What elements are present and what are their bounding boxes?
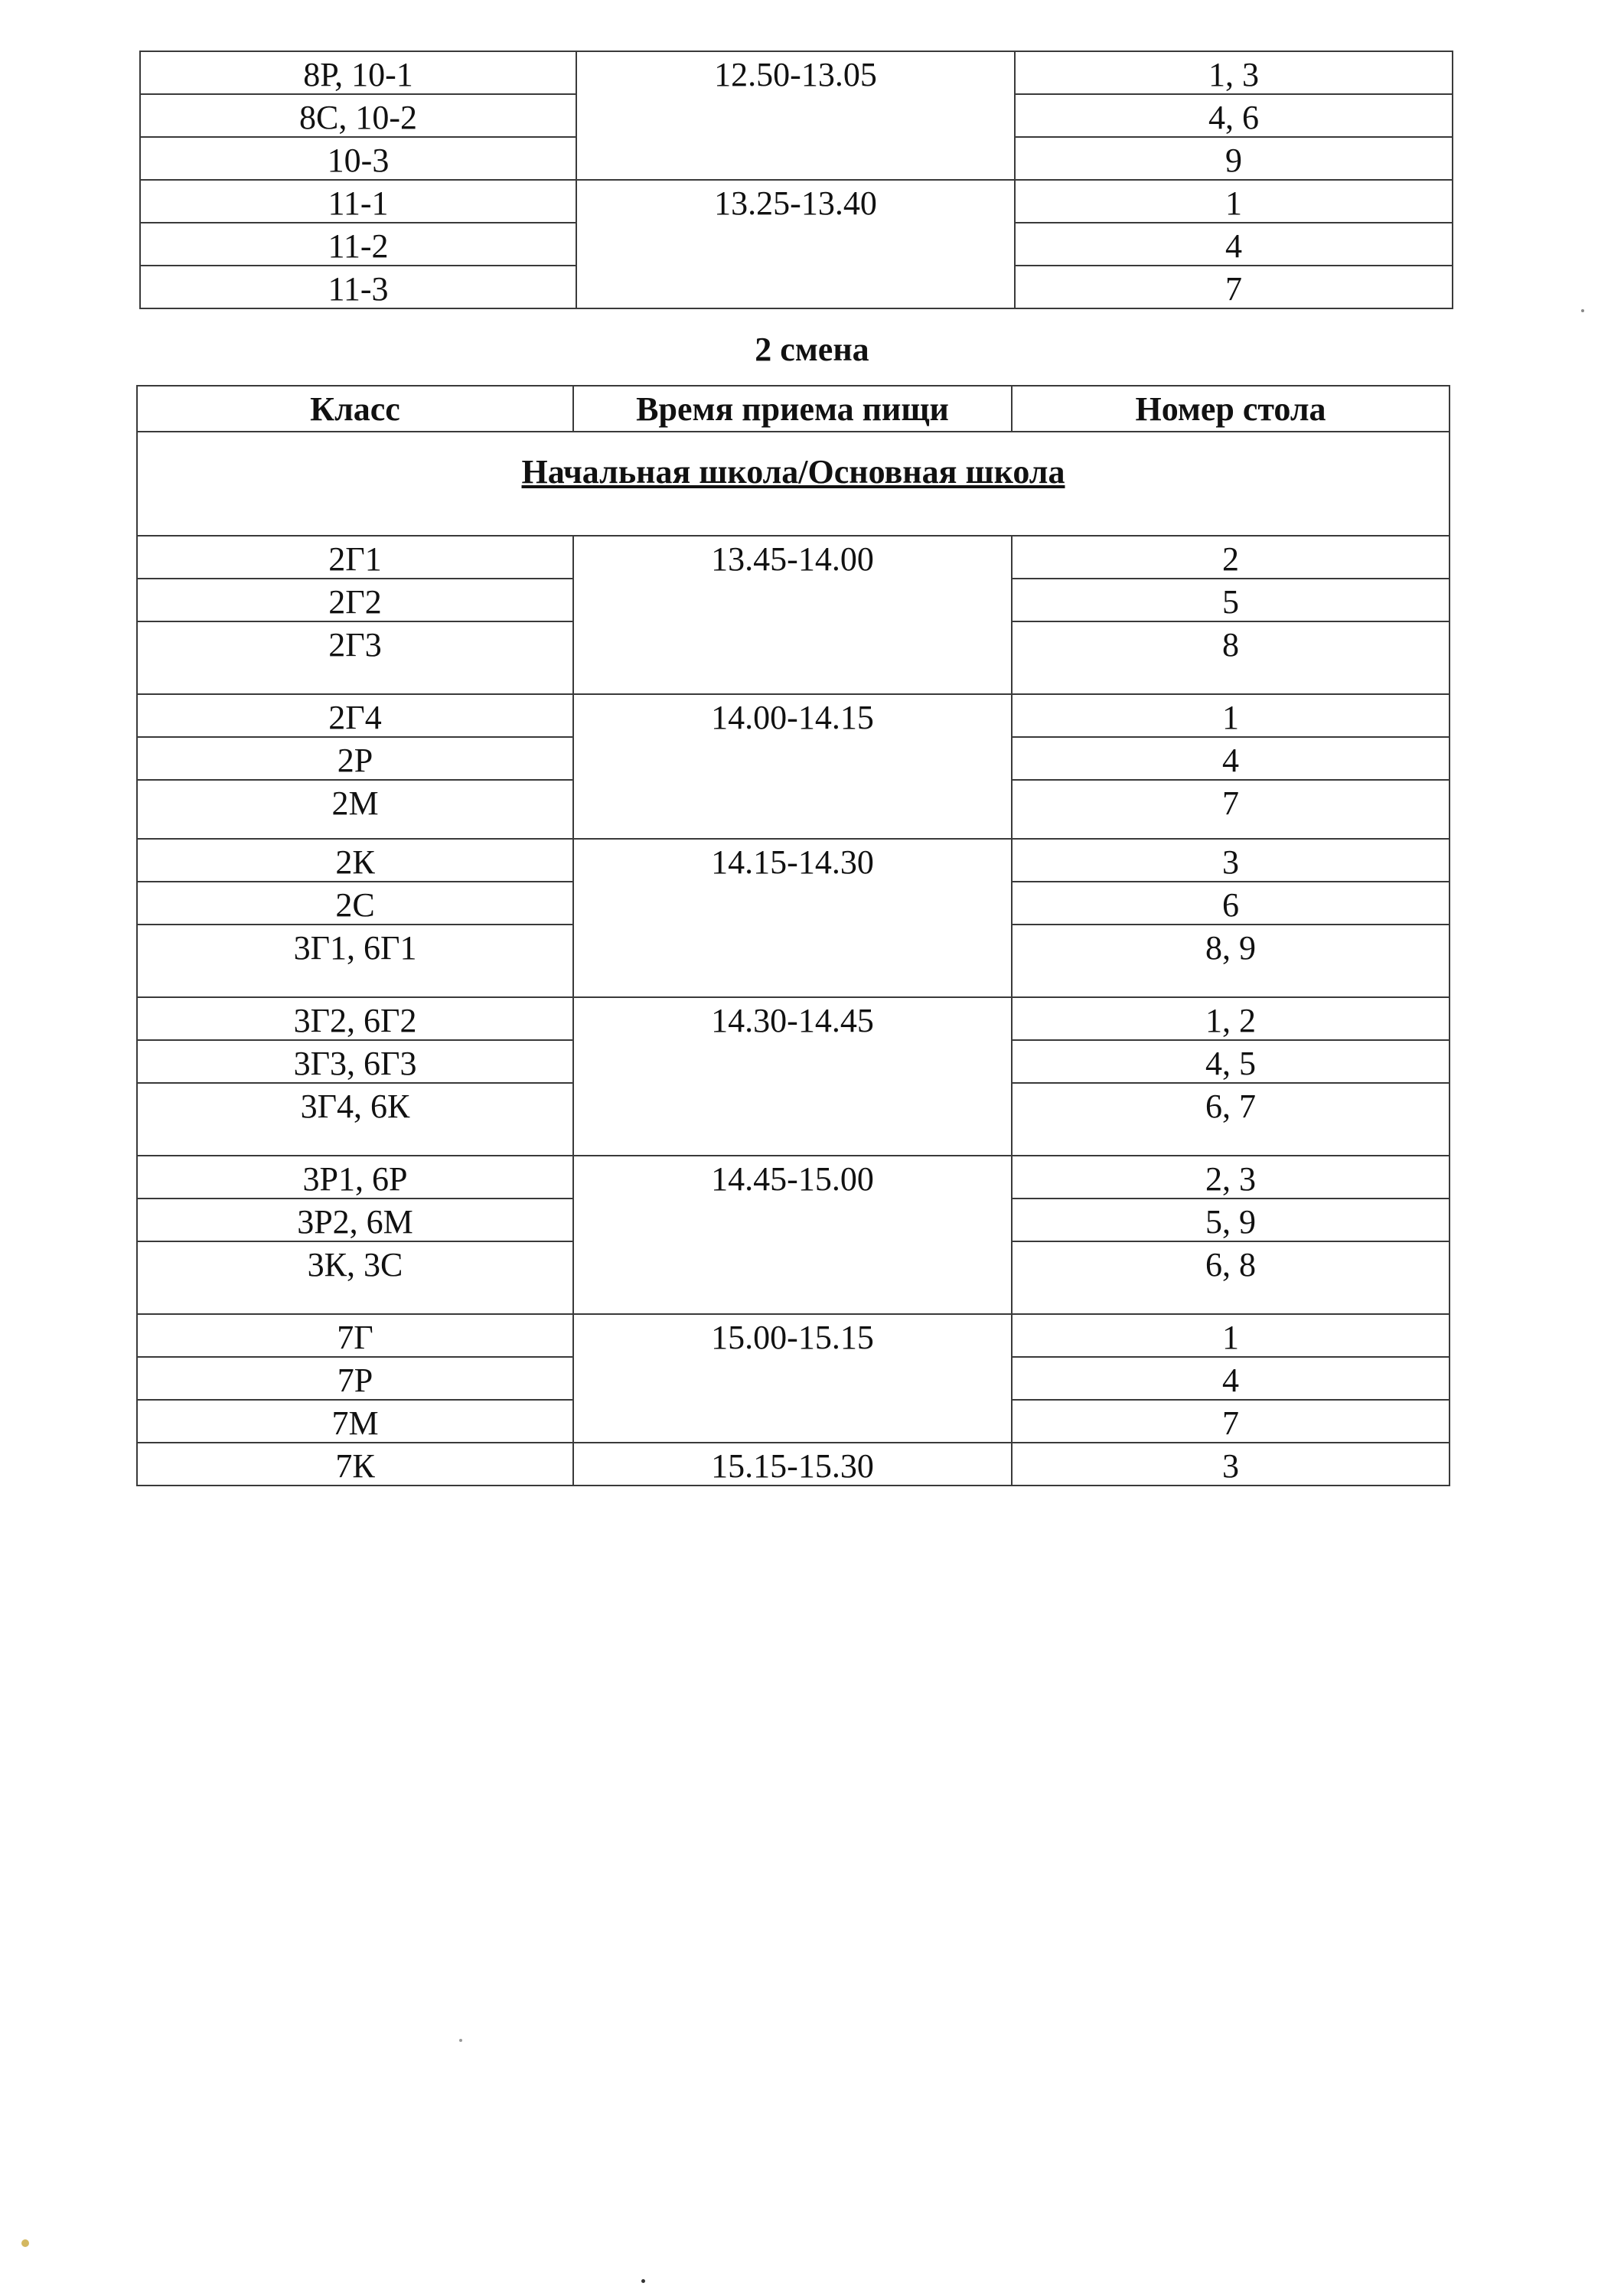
table-row bbox=[137, 1443, 1450, 1486]
class-cell: 10-3 bbox=[140, 137, 576, 180]
schedule-table-shift-2 bbox=[136, 385, 1450, 1486]
class-cell: 8С, 10-2 bbox=[140, 94, 576, 137]
table-number-cell: 4 bbox=[1012, 737, 1450, 780]
section-cell bbox=[137, 432, 1450, 536]
class-cell: 7М bbox=[137, 1400, 573, 1443]
table-row bbox=[137, 694, 1450, 737]
class-cell: 7Р bbox=[137, 1357, 573, 1400]
class-cell: 11-2 bbox=[140, 223, 576, 266]
table-number-cell: 1 bbox=[1012, 694, 1450, 737]
time-cell: 13.25-13.40 bbox=[576, 180, 1015, 308]
time-cell: 15.00-15.15 bbox=[573, 1314, 1012, 1443]
table-number-cell: 5 bbox=[1012, 579, 1450, 621]
class-cell: 2Г4 bbox=[137, 694, 573, 737]
class-cell: 2Г3 bbox=[137, 621, 573, 694]
class-cell: 3Р2, 6М bbox=[137, 1199, 573, 1241]
table-number-cell: 8, 9 bbox=[1012, 925, 1450, 997]
header-table-number: Номер стола bbox=[1012, 386, 1450, 432]
class-cell: 7Г bbox=[137, 1314, 573, 1357]
shift-title: 2 смена bbox=[755, 331, 869, 368]
time-cell: 15.15-15.30 bbox=[573, 1443, 1012, 1486]
table-number-cell: 6, 8 bbox=[1012, 1241, 1450, 1314]
table-row bbox=[137, 997, 1450, 1040]
table-number-cell: 9 bbox=[1015, 137, 1453, 180]
table-number-cell: 1 bbox=[1015, 180, 1453, 223]
time-cell: 14.00-14.15 bbox=[573, 694, 1012, 839]
time-cell: 14.30-14.45 bbox=[573, 997, 1012, 1156]
class-cell: 7К bbox=[137, 1443, 573, 1486]
class-cell: 11-1 bbox=[140, 180, 576, 223]
scan-speck bbox=[641, 2279, 645, 2283]
class-cell: 3Г3, 6Г3 bbox=[137, 1040, 573, 1083]
table-number-cell: 2 bbox=[1012, 536, 1450, 579]
class-cell: 3Р1, 6Р bbox=[137, 1156, 573, 1199]
time-cell: 14.15-14.30 bbox=[573, 839, 1012, 997]
table-number-cell: 6, 7 bbox=[1012, 1083, 1450, 1156]
table-number-cell: 1, 3 bbox=[1015, 51, 1453, 94]
class-cell: 2Г1 bbox=[137, 536, 573, 579]
class-cell: 3Г1, 6Г1 bbox=[137, 925, 573, 997]
section-row bbox=[137, 432, 1450, 536]
table-number-cell: 8 bbox=[1012, 621, 1450, 694]
header-class: Класс bbox=[137, 386, 573, 432]
table-number-cell: 3 bbox=[1012, 839, 1450, 882]
class-cell: 3Г4, 6К bbox=[137, 1083, 573, 1156]
table-row bbox=[140, 51, 1453, 94]
scan-speck bbox=[21, 2239, 29, 2247]
class-cell: 2Г2 bbox=[137, 579, 573, 621]
table-number-cell: 2, 3 bbox=[1012, 1156, 1450, 1199]
scan-speck bbox=[1581, 309, 1584, 312]
table-number-cell: 1, 2 bbox=[1012, 997, 1450, 1040]
time-cell: 14.45-15.00 bbox=[573, 1156, 1012, 1314]
time-cell: 12.50-13.05 bbox=[576, 51, 1015, 180]
section-title: Начальная школа/Основная школа bbox=[521, 453, 1065, 491]
class-cell: 2Р bbox=[137, 737, 573, 780]
class-cell: 2К bbox=[137, 839, 573, 882]
class-cell: 3К, 3С bbox=[137, 1241, 573, 1314]
table-number-cell: 5, 9 bbox=[1012, 1199, 1450, 1241]
schedule-table-shift-1-continued bbox=[139, 51, 1453, 309]
class-cell: 2М bbox=[137, 780, 573, 839]
table-number-cell: 4, 6 bbox=[1015, 94, 1453, 137]
table-number-cell: 3 bbox=[1012, 1443, 1450, 1486]
class-cell: 11-3 bbox=[140, 266, 576, 308]
time-cell: 13.45-14.00 bbox=[573, 536, 1012, 694]
table-number-cell: 6 bbox=[1012, 882, 1450, 925]
table-row bbox=[137, 1156, 1450, 1199]
header-time: Время приема пищи bbox=[573, 386, 1012, 432]
class-cell: 2С bbox=[137, 882, 573, 925]
table-row bbox=[137, 1314, 1450, 1357]
table-number-cell: 7 bbox=[1015, 266, 1453, 308]
header-row bbox=[137, 386, 1450, 432]
table-row bbox=[140, 180, 1453, 223]
class-cell: 3Г2, 6Г2 bbox=[137, 997, 573, 1040]
table-number-cell: 4 bbox=[1012, 1357, 1450, 1400]
table-number-cell: 7 bbox=[1012, 1400, 1450, 1443]
table-number-cell: 1 bbox=[1012, 1314, 1450, 1357]
table-number-cell: 4 bbox=[1015, 223, 1453, 266]
table-number-cell: 4, 5 bbox=[1012, 1040, 1450, 1083]
table-row bbox=[137, 536, 1450, 579]
scan-speck bbox=[459, 2039, 462, 2042]
table-number-cell: 7 bbox=[1012, 780, 1450, 839]
class-cell: 8Р, 10-1 bbox=[140, 51, 576, 94]
table-row bbox=[137, 839, 1450, 882]
